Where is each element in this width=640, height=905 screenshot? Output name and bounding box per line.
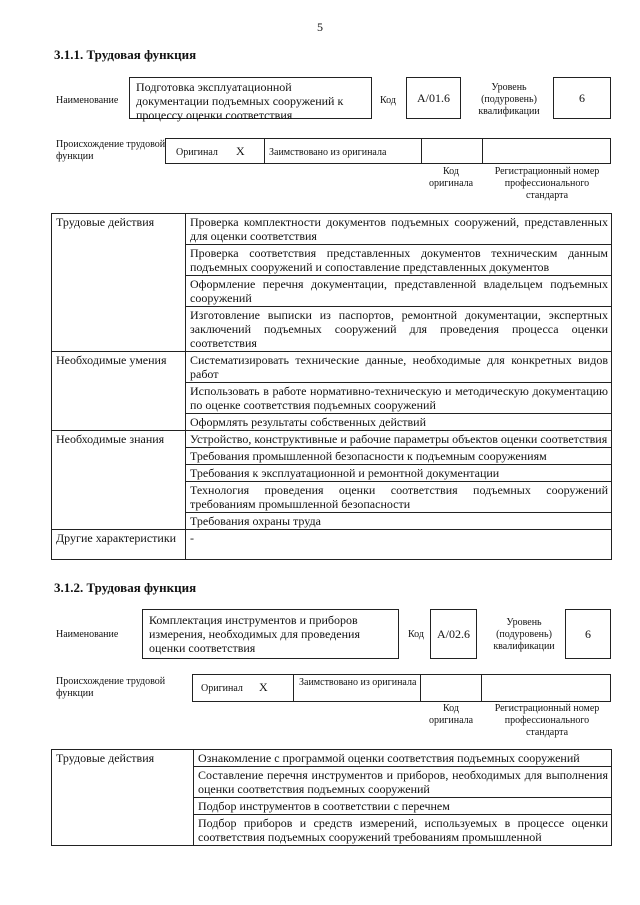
level-value-box: 6 bbox=[553, 77, 611, 119]
row-title: Необходимые знания bbox=[52, 431, 186, 530]
origin-label: Происхождение трудовой функции bbox=[56, 139, 166, 162]
row-item: Ознакомление с программой оценки соответствия подъемных сооружений bbox=[194, 750, 612, 767]
row-title: Необходимые умения bbox=[52, 352, 186, 431]
code-original-label: Код оригинала bbox=[428, 703, 474, 726]
row-item: Проверка комплектности документов подъемных сооружений, представленных для оценки соответствия bbox=[186, 214, 612, 245]
original-mark: X bbox=[259, 680, 268, 694]
level-label: Уровень (подуровень) квалификации bbox=[493, 617, 555, 652]
row-item: Подбор приборов и средств измерений, используемых в процессе оценки соответствия подъемных сооружений требованиям промышленной bbox=[194, 815, 612, 846]
level-label: Уровень (подуровень) квалификации bbox=[478, 82, 540, 117]
row-item: Требования к эксплуатационной и ремонтной документации bbox=[186, 465, 612, 482]
row-item: Технология проведения оценки соответствия подъемных сооружений требованиям промышленной безопасности bbox=[186, 482, 612, 513]
original-mark: X bbox=[236, 144, 245, 158]
row-item: Оформление перечня документации, представленной владельцем подъемных сооружений bbox=[186, 276, 612, 307]
original-label: Оригинал bbox=[176, 147, 218, 158]
borrowed-label: Заимствовано из оригинала bbox=[299, 677, 417, 688]
reg-number-label: Регистрационный номер профессионального стандарта bbox=[494, 166, 600, 201]
row-item: Подбор инструментов в соответствии с перечнем bbox=[194, 798, 612, 815]
row-item: Устройство, конструктивные и рабочие параметры объектов оценки соответствия bbox=[186, 431, 612, 448]
section-heading-3-1-2: 3.1.2. Трудовая функция bbox=[54, 580, 197, 595]
row-title: Другие характеристики bbox=[52, 530, 186, 560]
function-name-box: Комплектация инструментов и приборов измерения, необходимых для проведения оценки соответствия bbox=[142, 609, 399, 659]
table-row bbox=[52, 431, 612, 448]
function-name-box: Подготовка эксплуатационной документации подъемных сооружений к процессу оценки соответствия bbox=[129, 77, 372, 119]
function-code-box: А/02.6 bbox=[430, 609, 477, 659]
function-code-box: А/01.6 bbox=[406, 77, 461, 119]
original-label: Оригинал bbox=[201, 683, 243, 694]
row-item: Составление перечня инструментов и приборов, необходимых для выполнения оценки соответствия подъемных сооружений bbox=[194, 767, 612, 798]
f1-details-table bbox=[51, 213, 612, 560]
code-label: Код bbox=[380, 95, 396, 106]
row-item: Требования охраны труда bbox=[186, 513, 612, 530]
code-original-label: Код оригинала bbox=[428, 166, 474, 189]
code-label: Код bbox=[408, 629, 424, 640]
name-label: Наименование bbox=[56, 95, 119, 106]
row-item: - bbox=[186, 530, 612, 560]
origin-table bbox=[165, 138, 611, 164]
row-item: Использовать в работе нормативно-техническую и методическую документацию по оценке соответствия подъемных сооружений bbox=[186, 383, 612, 414]
table-row bbox=[52, 530, 612, 560]
table-row bbox=[52, 352, 612, 383]
row-item: Изготовление выписки из паспортов, ремонтной документации, экспертных заключений подъемных сооружений для проведения процесса оценки соответствия bbox=[186, 307, 612, 352]
name-label: Наименование bbox=[56, 629, 119, 640]
row-item: Оформлять результаты собственных действий bbox=[186, 414, 612, 431]
origin-table bbox=[192, 674, 611, 702]
table-row bbox=[52, 750, 612, 767]
row-item: Требования промышленной безопасности к подъемным сооружениям bbox=[186, 448, 612, 465]
section-heading-3-1-1: 3.1.1. Трудовая функция bbox=[54, 47, 197, 62]
row-title: Трудовые действия bbox=[52, 750, 194, 846]
row-item: Проверка соответствия представленных документов техническим данным подъемных сооружений и сопоставление представленных документов bbox=[186, 245, 612, 276]
level-value-box: 6 bbox=[565, 609, 611, 659]
reg-number-label: Регистрационный номер профессионального стандарта bbox=[494, 703, 600, 738]
row-item: Систематизировать технические данные, необходимые для конкретных видов работ bbox=[186, 352, 612, 383]
origin-label: Происхождение трудовой функции bbox=[56, 676, 166, 699]
page-number: 5 bbox=[317, 20, 323, 34]
borrowed-label: Заимствовано из оригинала bbox=[269, 147, 387, 158]
table-row bbox=[52, 214, 612, 245]
f2-details-table bbox=[51, 749, 612, 846]
row-title: Трудовые действия bbox=[52, 214, 186, 352]
